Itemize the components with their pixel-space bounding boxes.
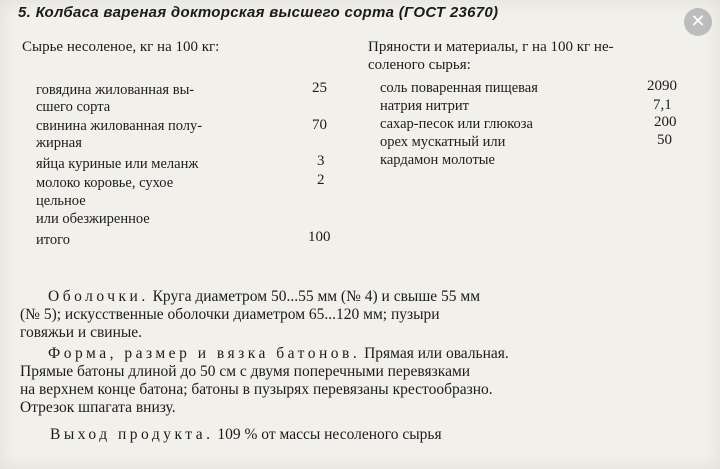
yield-paragraph bbox=[20, 426, 717, 444]
close-icon: ✕ bbox=[690, 11, 706, 32]
raw-item-label: или обезжиренное bbox=[36, 211, 150, 227]
raw-item-label: жирная bbox=[36, 135, 82, 151]
raw-item-label: молоко коровье, сухое bbox=[36, 175, 174, 191]
spice-item-value: 50 bbox=[657, 132, 672, 148]
shape-text: Прямая или овальная. bbox=[364, 345, 509, 362]
recipe-title: 5. Колбаса вареная докторская высшего сорта (ГОСТ 23670) bbox=[18, 4, 499, 21]
casings-paragraph bbox=[20, 288, 717, 306]
shape-text: на верхнем конце батона; батоны в пузырях перевязаны крестообразно. bbox=[20, 381, 493, 398]
casings-heading: Оболочки. bbox=[48, 288, 149, 305]
casings-text: (№ 5); искусственные оболочки диаметром 65...120 мм; пузыри bbox=[20, 306, 440, 323]
raw-item-label: сшего сорта bbox=[36, 99, 111, 115]
raw-item-label: яйца куриные или меланж bbox=[36, 156, 199, 172]
raw-item-value: 70 bbox=[312, 117, 327, 133]
raw-item-label: свинина жилованная полу- bbox=[36, 118, 203, 134]
raw-item-value: 2 bbox=[317, 172, 325, 188]
spice-item-label: орех мускатный или bbox=[380, 134, 506, 150]
raw-total-label: итого bbox=[36, 232, 70, 248]
shape-heading: Форма, размер и вязка батонов. bbox=[48, 345, 361, 362]
yield-heading: Выход продукта. bbox=[50, 426, 214, 443]
spices-header: Пряности и материалы, г на 100 кг не- bbox=[368, 39, 614, 55]
raw-header: Сырье несоленое, кг на 100 кг: bbox=[22, 39, 220, 55]
shape-text: Отрезок шпагата внизу. bbox=[20, 399, 176, 416]
raw-item-value: 3 bbox=[317, 153, 325, 169]
shape-paragraph bbox=[20, 345, 717, 363]
raw-item-label: говядина жилованная вы- bbox=[36, 82, 195, 98]
raw-total-value: 100 bbox=[308, 229, 331, 245]
spice-item-label: сахар-песок или глюкоза bbox=[380, 116, 533, 132]
raw-item-label: цельное bbox=[36, 193, 86, 209]
spices-header: соленого сырья: bbox=[368, 57, 471, 73]
spice-item-label: соль поваренная пищевая bbox=[380, 80, 538, 96]
shape-text: Прямые батоны длиной до 50 см с двумя поперечными перевязками bbox=[20, 363, 471, 380]
casings-text: говяжьи и свиные. bbox=[20, 324, 143, 341]
yield-text: 109 % от массы несоленого сырья bbox=[217, 426, 442, 443]
raw-item-value: 25 bbox=[312, 80, 327, 96]
spice-item-value: 7,1 bbox=[653, 97, 672, 113]
casings-text: Круга диаметром 50...55 мм (№ 4) и свыше 55 мм bbox=[152, 288, 481, 305]
close-button[interactable] bbox=[684, 8, 712, 36]
spice-item-value: 2090 bbox=[647, 78, 677, 94]
spice-item-value: 200 bbox=[654, 114, 677, 130]
spice-item-label: кардамон молотые bbox=[380, 152, 495, 168]
spice-item-label: натрия нитрит bbox=[380, 98, 470, 114]
